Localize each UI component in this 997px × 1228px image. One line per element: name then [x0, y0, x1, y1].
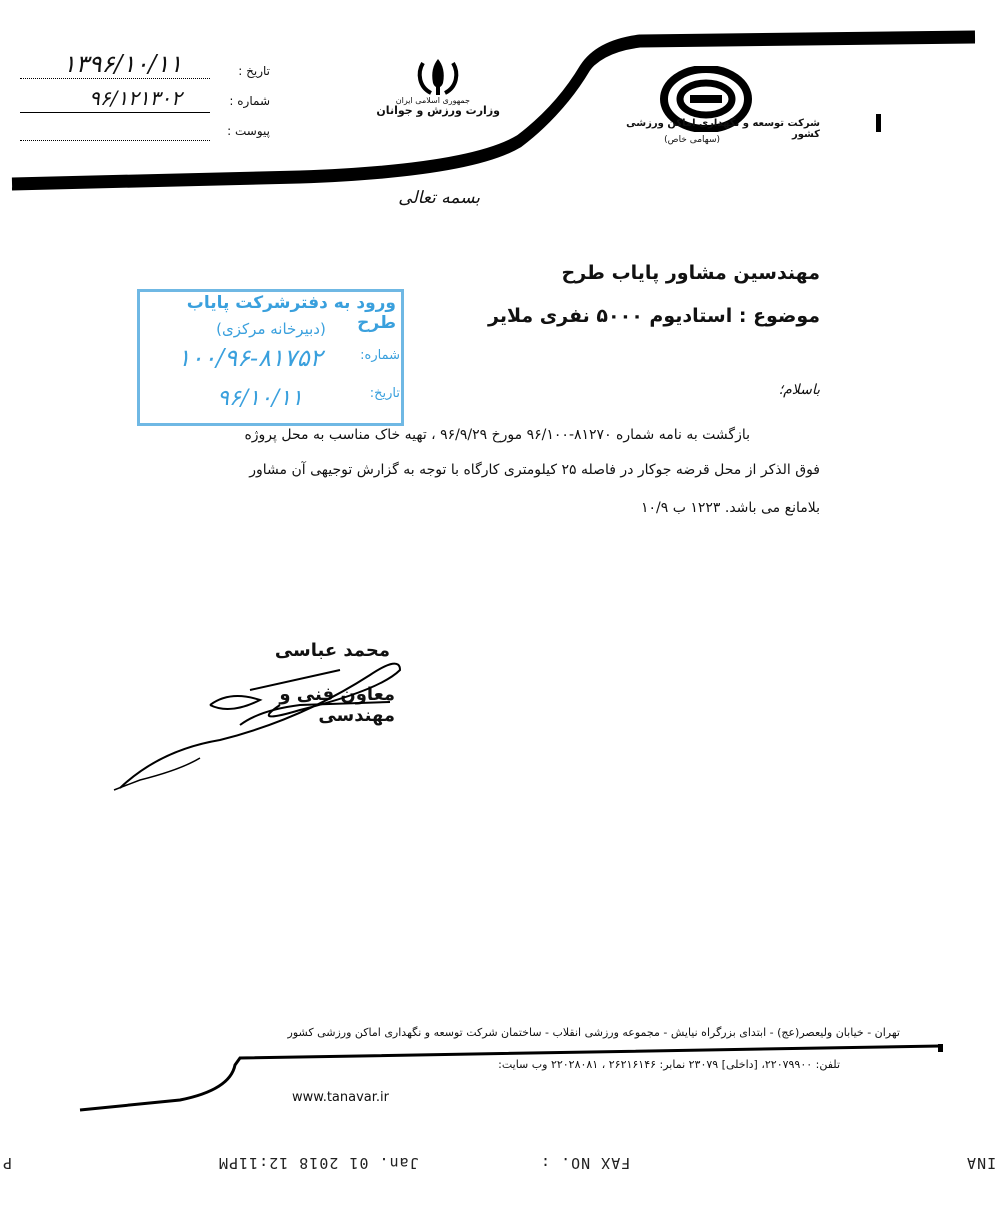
letterhead — [0, 0, 997, 200]
stamp-number-label: شماره: — [360, 348, 400, 363]
date-label: تاریخ : — [238, 64, 270, 78]
company-name: شرکت توسعه و نگهداری اماکن ورزشی کشور — [626, 118, 820, 140]
paragraph-line-3: بلامانع می باشد. ۱۲۲۳ ب ۱۰/۹ — [640, 500, 820, 516]
date-value: ۱۳۹۶/۱۰/۱۱ — [62, 50, 183, 78]
company-sub: (سهامی خاص) — [664, 135, 720, 145]
fax-suffix: INA — [966, 1154, 997, 1172]
iran-emblem-icon — [413, 55, 463, 99]
number-rule — [20, 112, 210, 113]
fax-time: Jan. 01 2018 12:11PM — [218, 1154, 419, 1172]
attachment-label: پیوست : — [227, 124, 270, 138]
footer-address: تهران - خیابان ولیعصر(عج) - ابتدای بزرگراه نیایش - مجموعه ورزشی انقلاب - ساختمان شرکت توسعه و نگهداری اماکن ورزشی کشور — [287, 1026, 900, 1039]
signatory-title: معاون فنی و مهندسی — [279, 684, 395, 726]
receipt-stamp — [137, 289, 404, 426]
stamp-number-value: ۱۰۰/۹۶-۸۱۷۵۲ — [177, 344, 323, 372]
greeting: باسلام؛ — [778, 382, 820, 398]
fax-number-label: FAX NO. : — [540, 1154, 631, 1172]
stamp-subtitle: (دبیرخانه مرکزی) — [216, 320, 326, 338]
footer-website: www.tanavar.ir — [292, 1090, 390, 1105]
ministry-small-text: جمهوری اسلامی ایران — [395, 96, 470, 105]
number-label: شماره : — [229, 94, 270, 108]
stamp-date-value: ۹۶/۱۰/۱۱ — [217, 386, 303, 411]
fax-prefix: P — [2, 1154, 13, 1172]
ministry-name: وزارت ورزش و جوانان — [376, 104, 500, 117]
margin-mark — [876, 114, 881, 132]
footer-phones: تلفن: ۲۲۰۷۹۹۰۰، [داخلی] ۲۳۰۷۹ نمابر: ۲۶۲۱۶۱۴۶ ، ۲۲۰۲۸۰۸۱ وب سایت: — [498, 1058, 840, 1071]
number-value: ۹۶/۱۲۱۳۰۲ — [89, 86, 182, 110]
invocation: بسمه تعالی — [398, 188, 480, 208]
signatory-name: محمد عباسی — [274, 640, 390, 661]
handwritten-signature — [100, 630, 440, 800]
attachment-rule — [20, 140, 210, 141]
recipient: مهندسین مشاور پایاب طرح — [561, 262, 820, 284]
paragraph-line-2: فوق الذکر از محل قرضه جوکار در فاصله ۲۵ کیلومتری کارگاه با توجه به گزارش توجیهی آن مشاور — [249, 462, 820, 478]
date-rule — [20, 78, 210, 79]
subject: موضوع : استادیوم ۵۰۰۰ نفری ملایر — [488, 305, 820, 327]
footer-mark — [938, 1044, 943, 1052]
stamp-title: ورود به دفترشرکت پایاب طرح — [186, 293, 396, 333]
paragraph-line-1: بازگشت به نامه شماره ۸۱۲۷۰-۹۶/۱۰۰ مورخ ۹۶/۹/۲۹ ، تهیه خاک مناسب به محل پروژه — [244, 427, 750, 443]
stamp-date-label: تاریخ: — [369, 386, 400, 401]
